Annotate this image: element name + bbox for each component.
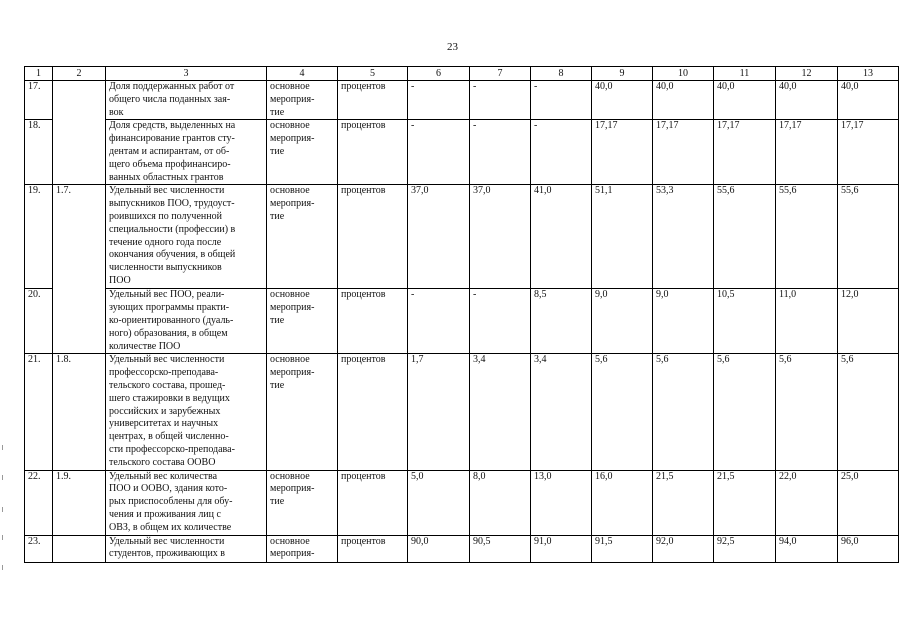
value-cell: 41,0 xyxy=(531,185,592,289)
cell-line: мероприя- xyxy=(270,302,315,314)
value-cell: - xyxy=(408,120,470,185)
value-cell: 5,0 xyxy=(408,470,470,535)
activity-code xyxy=(53,535,106,562)
value-cell: 96,0 xyxy=(838,535,899,562)
value-cell: - xyxy=(531,81,592,120)
table-row xyxy=(25,289,899,354)
cell-line: дентам и аспирантам, от об- xyxy=(109,145,230,157)
value-cell: 53,3 xyxy=(653,185,714,289)
cell-line: тие xyxy=(270,210,285,222)
indicators-table xyxy=(24,66,899,563)
column-number: 6 xyxy=(408,67,470,81)
value-cell: 5,6 xyxy=(653,354,714,470)
cell-line: мероприя- xyxy=(270,93,315,105)
cell-line: основное xyxy=(270,354,310,366)
cell-line: мероприя- xyxy=(270,198,315,210)
indicator-name xyxy=(106,470,267,535)
cell-line: Удельный вес ПОО, реали- xyxy=(109,289,225,301)
cell-line: мероприя- xyxy=(270,483,315,495)
value-cell: 3,4 xyxy=(470,354,531,470)
value-cell: 37,0 xyxy=(408,185,470,289)
value-cell: 3,4 xyxy=(531,354,592,470)
value-cell: 10,5 xyxy=(714,289,776,354)
row-number: 21. xyxy=(25,354,53,470)
indicator-name xyxy=(106,185,267,289)
column-number-row xyxy=(25,67,899,81)
cell-line: специальности (профессии) в xyxy=(109,223,236,235)
value-cell: 8,0 xyxy=(470,470,531,535)
value-cell: 55,6 xyxy=(714,185,776,289)
table-row xyxy=(25,81,899,120)
cell-line: основное xyxy=(270,81,310,92)
value-cell: 11,0 xyxy=(776,289,838,354)
value-cell: 90,0 xyxy=(408,535,470,562)
column-number: 12 xyxy=(776,67,838,81)
cell-line: течение одного года после xyxy=(109,236,222,248)
cell-line: мероприя- xyxy=(270,548,315,560)
unit: процентов xyxy=(338,185,408,289)
table-row xyxy=(25,470,899,535)
value-cell: 55,6 xyxy=(838,185,899,289)
cell-line: выпускников ПОО, трудоуст- xyxy=(109,198,235,210)
activity-type xyxy=(267,470,338,535)
value-cell: - xyxy=(470,289,531,354)
cell-line: тие xyxy=(270,106,285,118)
cell-line: основное xyxy=(270,120,310,132)
cell-line: ПОО xyxy=(109,274,131,286)
value-cell: 21,5 xyxy=(714,470,776,535)
column-number: 1 xyxy=(25,67,53,81)
cell-line: рых приспособлены для обу- xyxy=(109,496,233,508)
row-number: 20. xyxy=(25,289,53,354)
cell-line: сти профессорско-преподава- xyxy=(109,443,235,455)
cell-line: тие xyxy=(270,496,285,508)
row-number: 22. xyxy=(25,470,53,535)
value-cell: 12,0 xyxy=(838,289,899,354)
row-number: 23. xyxy=(25,535,53,562)
indicator-name xyxy=(106,81,267,120)
cell-line: центрах, в общей численно- xyxy=(109,431,229,443)
activity-code: 1.9. xyxy=(53,470,106,535)
cell-line: ного) образования, в общем xyxy=(109,327,228,339)
value-cell: 91,0 xyxy=(531,535,592,562)
table-row xyxy=(25,120,899,185)
value-cell: - xyxy=(531,120,592,185)
value-cell: 5,6 xyxy=(838,354,899,470)
column-number: 11 xyxy=(714,67,776,81)
indicator-name xyxy=(106,289,267,354)
cell-line: Удельный вес численности xyxy=(109,185,225,197)
activity-type xyxy=(267,120,338,185)
indicator-name xyxy=(106,354,267,470)
value-cell: 5,6 xyxy=(714,354,776,470)
value-cell: 92,5 xyxy=(714,535,776,562)
cell-line: основное xyxy=(270,185,310,197)
cell-line: финансирование грантов сту- xyxy=(109,133,235,145)
cell-line: количестве ПОО xyxy=(109,340,181,352)
cell-line: тельского состава ООВО xyxy=(109,456,216,468)
column-number: 5 xyxy=(338,67,408,81)
activity-code: 1.8. xyxy=(53,354,106,470)
table-row xyxy=(25,354,899,470)
unit: процентов xyxy=(338,354,408,470)
activity-type xyxy=(267,535,338,562)
cell-line: шего стажировки в ведущих xyxy=(109,392,230,404)
value-cell: 17,17 xyxy=(776,120,838,185)
page-number: 23 xyxy=(447,41,458,53)
value-cell: - xyxy=(470,120,531,185)
cell-line: ПОО и ООВО, здания кото- xyxy=(109,483,228,495)
cell-line: Удельный вес количества xyxy=(109,470,218,482)
value-cell: 40,0 xyxy=(838,81,899,120)
unit: процентов xyxy=(338,120,408,185)
cell-line: студентов, проживающих в xyxy=(109,548,226,560)
unit: процентов xyxy=(338,470,408,535)
row-number: 18. xyxy=(25,120,53,185)
cell-line: вок xyxy=(109,106,124,118)
value-cell: 25,0 xyxy=(838,470,899,535)
indicator-name xyxy=(106,535,267,562)
value-cell: 40,0 xyxy=(653,81,714,120)
value-cell: 94,0 xyxy=(776,535,838,562)
value-cell: 9,0 xyxy=(592,289,653,354)
value-cell: 13,0 xyxy=(531,470,592,535)
value-cell: 55,6 xyxy=(776,185,838,289)
column-number: 7 xyxy=(470,67,531,81)
value-cell: 90,5 xyxy=(470,535,531,562)
cell-line: тие xyxy=(270,145,285,157)
unit: процентов xyxy=(338,289,408,354)
activity-type xyxy=(267,289,338,354)
cell-line: роившихся по полученной xyxy=(109,210,222,222)
value-cell: 17,17 xyxy=(838,120,899,185)
value-cell: 8,5 xyxy=(531,289,592,354)
cell-line: зующих программы практи- xyxy=(109,302,230,314)
cell-line: основное xyxy=(270,535,310,547)
cell-line: общего числа поданных зая- xyxy=(109,93,231,105)
column-number: 3 xyxy=(106,67,267,81)
table-row xyxy=(25,535,899,562)
column-number: 8 xyxy=(531,67,592,81)
cell-line: основное xyxy=(270,470,310,482)
row-number: 19. xyxy=(25,185,53,289)
cell-line: мероприя- xyxy=(270,133,315,145)
value-cell: 5,6 xyxy=(776,354,838,470)
value-cell: 17,17 xyxy=(592,120,653,185)
cell-line: Доля поддержанных работ от xyxy=(109,81,235,92)
cell-line: тие xyxy=(270,314,285,326)
value-cell: 37,0 xyxy=(470,185,531,289)
cell-line: профессорско-преподава- xyxy=(109,367,219,379)
value-cell: 22,0 xyxy=(776,470,838,535)
value-cell: 17,17 xyxy=(714,120,776,185)
value-cell: 17,17 xyxy=(653,120,714,185)
value-cell: 40,0 xyxy=(592,81,653,120)
cell-line: ванных областных грантов xyxy=(109,171,224,183)
indicator-name xyxy=(106,120,267,185)
cell-line: Удельный вес численности xyxy=(109,354,225,366)
table-row xyxy=(25,185,899,289)
activity-type xyxy=(267,185,338,289)
value-cell: 5,6 xyxy=(592,354,653,470)
value-cell: 16,0 xyxy=(592,470,653,535)
cell-line: Доля средств, выделенных на xyxy=(109,120,236,132)
cell-line: мероприя- xyxy=(270,367,315,379)
column-number: 13 xyxy=(838,67,899,81)
cell-line: щего объема профинансиро- xyxy=(109,158,231,170)
cell-line: чения и проживания лиц с xyxy=(109,508,221,520)
value-cell: - xyxy=(470,81,531,120)
cell-line: университетах и научных xyxy=(109,418,219,430)
value-cell: 51,1 xyxy=(592,185,653,289)
value-cell: 40,0 xyxy=(776,81,838,120)
value-cell: - xyxy=(408,289,470,354)
activity-type xyxy=(267,354,338,470)
value-cell: 1,7 xyxy=(408,354,470,470)
cell-line: численности выпускников xyxy=(109,262,222,274)
column-number: 4 xyxy=(267,67,338,81)
value-cell: 21,5 xyxy=(653,470,714,535)
column-number: 10 xyxy=(653,67,714,81)
column-number: 2 xyxy=(53,67,106,81)
value-cell: 92,0 xyxy=(653,535,714,562)
row-number: 17. xyxy=(25,81,53,120)
value-cell: 9,0 xyxy=(653,289,714,354)
cell-line: российских и зарубежных xyxy=(109,405,221,417)
cell-line: ОВЗ, в общем их количестве xyxy=(109,521,232,533)
activity-code: 1.7. xyxy=(53,185,106,354)
activity-code xyxy=(53,81,106,185)
column-number: 9 xyxy=(592,67,653,81)
value-cell: 40,0 xyxy=(714,81,776,120)
margin-marks xyxy=(2,445,8,585)
unit: процентов xyxy=(338,81,408,120)
value-cell: 91,5 xyxy=(592,535,653,562)
cell-line: основное xyxy=(270,289,310,301)
cell-line: тие xyxy=(270,379,285,391)
cell-line: ко-ориентированного (дуаль- xyxy=(109,314,234,326)
cell-line: окончания обучения, в общей xyxy=(109,249,236,261)
cell-line: тельского состава, прошед- xyxy=(109,379,226,391)
unit: процентов xyxy=(338,535,408,562)
cell-line: Удельный вес численности xyxy=(109,535,225,547)
activity-type xyxy=(267,81,338,120)
value-cell: - xyxy=(408,81,470,120)
